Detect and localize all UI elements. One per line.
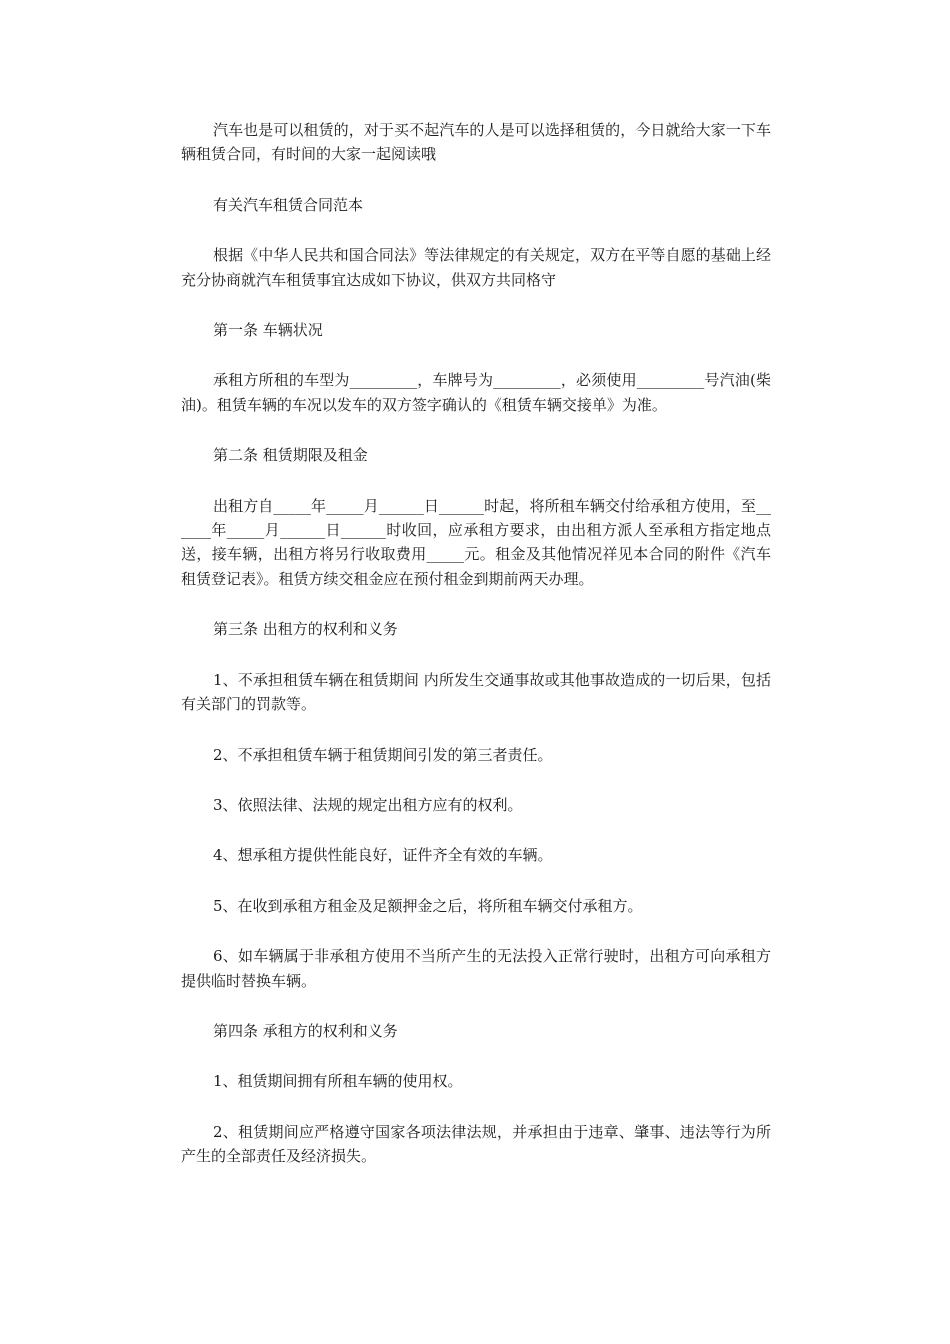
article-4-item: 2、租赁期间应严格遵守国家各项法律法规，并承担由于违章、肇事、违法等行为所产生的全部责任及经济损失。	[181, 1122, 771, 1166]
article-4-item: 1、租赁期间拥有所租车辆的使用权。	[213, 1072, 463, 1091]
article-4-heading: 第四条 承租方的权利和义务	[213, 1021, 398, 1040]
article-2-heading: 第二条 租赁期限及租金	[213, 446, 368, 465]
article-3-item: 6、如车辆属于非承租方使用不当所产生的无法投入正常行驶时，出租方可向承租方提供临时替换车辆。	[181, 947, 771, 990]
article-2-body: 出租方自_____年_____月______日______时起，将所租车辆交付给承租方使用，至______年_____月______日______时收回，应承租方要求，由出租方派人至承租方指定地点送，接车辆，出租方将另行收取费用_____元。租金及其他情况祥见本合同的附件《汽车租赁登记表》。租赁方续交租金应在预付租金到期前两天办理。	[181, 496, 771, 588]
article-3-item: 3、依照法律、法规的规定出租方应有的权利。	[213, 795, 523, 814]
article-3-item: 1、不承担租赁车辆在租赁期间 内所发生交通事故或其他事故造成的一切后果，包括有关部门的罚款等。	[181, 670, 771, 714]
article-3-item: 5、在收到承租方租金及足额押金之后，将所租车辆交付承租方。	[213, 896, 643, 915]
document-body	[181, 118, 771, 1195]
intro-paragraph: 汽车也是可以租赁的，对于买不起汽车的人是可以选择租赁的，今日就给大家一下车辆租赁合同，有时间的大家一起阅读哦	[181, 121, 771, 164]
article-3-heading: 第三条 出租方的权利和义务	[213, 620, 398, 639]
article-1-heading: 第一条 车辆状况	[213, 321, 323, 340]
document-title: 有关汽车租赁合同范本	[213, 195, 364, 214]
article-3-item: 2、不承担租赁车辆于租赁期间引发的第三者责任。	[213, 745, 553, 764]
article-1-body: 承租方所租的车型为_________，车牌号为_________，必须使用_________号汽油(柴油)。租赁车辆的车况以发车的双方签字确认的《租赁车辆交接单》为准。	[181, 371, 771, 414]
article-3-item: 4、想承租方提供性能良好，证件齐全有效的车辆。	[213, 846, 553, 865]
preamble-paragraph: 根据《中华人民共和国合同法》等法律规定的有关规定，双方在平等自愿的基础上经充分协商就汽车租赁事宜达成如下协议，供双方共同格守	[181, 246, 771, 289]
